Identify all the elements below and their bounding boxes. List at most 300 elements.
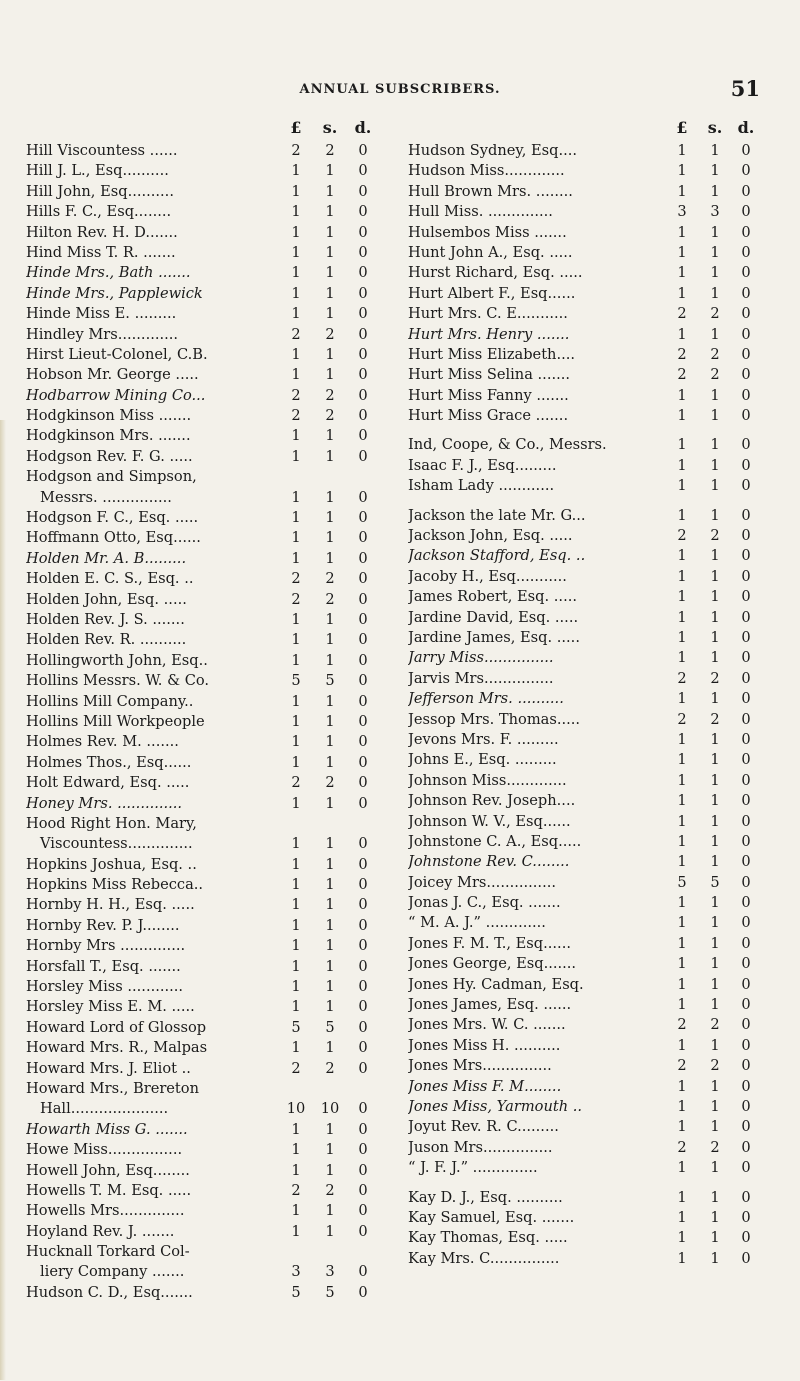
amount-pence: 0 [358,1100,368,1118]
subscriber-name: Hobson Mr. George ..... [26,366,199,384]
subscriber-entry [26,651,398,671]
amount-shillings: 1 [710,477,720,495]
subscriber-entry [408,913,780,933]
amount-pence: 0 [741,162,751,180]
amount-pounds: 2 [291,590,301,608]
amount-shillings: 1 [710,832,720,850]
amount-pence: 0 [741,477,751,495]
subscriber-entry [408,995,780,1015]
subscriber-entry [26,284,398,304]
amount-shillings: 1 [325,978,335,996]
subscriber-entry [408,284,780,304]
subscriber-entry [26,1262,398,1282]
subscriber-name: Holden Rev. J. S. ....... [26,610,185,628]
subscriber-entry [26,692,398,712]
pence-header: d. [354,118,372,137]
subscriber-entry [408,263,780,283]
amount-shillings: 2 [325,325,335,343]
subscriber-entry [408,1158,780,1178]
amount-shillings: 10 [320,1100,340,1118]
subscriber-entry [408,1117,780,1137]
subscriber-name: Hudson C. D., Esq....... [26,1283,193,1301]
amount-shillings: 1 [710,243,720,261]
amount-pence: 0 [741,1057,751,1075]
amount-pounds: 1 [677,386,687,404]
amount-shillings: 2 [710,305,720,323]
amount-shillings: 1 [710,1036,720,1054]
amount-pounds: 1 [677,975,687,993]
amount-shillings: 1 [710,264,720,282]
amount-pounds: 2 [291,142,301,159]
amount-shillings: 1 [325,692,335,710]
subscriber-name: Hinde Mrs., Papplewick [26,284,203,302]
amount-pence: 0 [741,1188,751,1206]
amount-shillings: 1 [710,456,720,474]
amount-shillings: 1 [710,975,720,993]
subscriber-entry [408,954,780,974]
subscriber-entry [408,386,780,406]
subscriber-name: Howard Mrs. R., Malpas [26,1039,208,1057]
amount-pounds: 1 [291,631,301,649]
subscriber-entry [26,1283,398,1303]
amount-pounds: 1 [291,509,301,527]
amount-shillings: 1 [710,162,720,180]
subscriber-name: Hurt Miss Selina ....... [408,366,571,384]
amount-pence: 0 [358,916,368,934]
amount-shillings: 1 [710,436,720,454]
amount-pounds: 1 [291,855,301,873]
amount-shillings: 2 [325,774,335,792]
amount-shillings: 1 [325,1222,335,1240]
amount-pounds: 1 [291,162,301,180]
subscriber-entry [408,587,780,607]
amount-pounds: 1 [677,436,687,454]
subscriber-entry [26,467,398,487]
subscriber-name: Horsfall T., Esq. ....... [26,957,181,975]
subscriber-name: Howell John, Esq........ [26,1161,190,1179]
amount-shillings: 1 [710,751,720,769]
amount-shillings: 1 [325,305,335,323]
amount-pounds: 2 [291,774,301,792]
amount-pounds: 1 [291,733,301,751]
amount-pounds: 1 [677,567,687,585]
amount-shillings: 1 [710,386,720,404]
amount-shillings: 1 [710,325,720,343]
subscriber-entry [408,345,780,365]
amount-pounds: 1 [677,1188,687,1206]
amount-shillings: 1 [710,955,720,973]
pounds-header: £ [290,118,302,137]
amount-pence: 0 [358,937,368,955]
amount-shillings: 1 [325,733,335,751]
subscriber-entry [26,386,398,406]
amount-pence: 0 [741,1229,751,1247]
amount-shillings: 1 [325,1161,335,1179]
amount-pence: 0 [741,771,751,789]
amount-pounds: 1 [677,407,687,425]
subscriber-entry [26,895,398,915]
subscriber-name: Johnson Rev. Joseph.... [408,792,576,810]
subscriber-name: Jones Miss H. .......... [408,1036,561,1054]
subscriber-name: Jardine David, Esq. ..... [408,608,579,626]
subscriber-name: Hornby Mrs .............. [26,937,186,955]
subscriber-name: Jackson Stafford, Esq. .. [408,547,586,565]
amount-shillings: 1 [325,753,335,771]
amount-pounds: 1 [291,1202,301,1220]
subscriber-name: Hopkins Miss Rebecca.. [26,876,204,894]
subscriber-entry [408,1249,780,1269]
subscriber-entry [408,161,780,181]
subscriber-entry [408,608,780,628]
subscriber-name: Johns E., Esq. ......... [408,751,557,769]
subscriber-name: Johnstone Rev. C........ [408,853,570,871]
subscriber-entry [408,567,780,587]
amount-pounds: 1 [677,142,687,159]
amount-pence: 0 [741,243,751,261]
amount-shillings: 1 [710,649,720,667]
amount-pounds: 1 [291,957,301,975]
subscriber-name: Kay D. J., Esq. .......... [408,1188,563,1206]
subscriber-name: Holmes Rev. M. ....... [26,733,179,751]
amount-pounds: 1 [677,608,687,626]
amount-pence: 0 [741,1077,751,1095]
amount-pence: 0 [741,608,751,626]
subscriber-entry [26,447,398,467]
amount-shillings: 1 [325,509,335,527]
subscriber-name: Jones Miss, Yarmouth .. [408,1097,583,1115]
amount-pounds: 2 [291,407,301,425]
amount-pounds: 1 [291,1141,301,1159]
amount-shillings: 5 [325,672,335,690]
subscriber-entry [26,345,398,365]
subscriber-name: Honey Mrs. .............. [26,794,183,812]
amount-pence: 0 [741,1036,751,1054]
subscriber-entry [408,628,780,648]
subscriber-name: Hirst Lieut-Colonel, C.B. [26,345,208,363]
amount-pence: 0 [741,527,751,545]
amount-pence: 0 [741,1249,751,1267]
amount-shillings: 1 [325,1039,335,1057]
subscriber-entry [26,732,398,752]
amount-pence: 0 [741,649,751,667]
subscriber-name: Juson Mrs............... [408,1138,553,1156]
subscriber-entry [26,1038,398,1058]
subscriber-name: Hopkins Joshua, Esq. .. [26,855,197,873]
amount-shillings: 1 [710,853,720,871]
amount-pence: 0 [358,1222,368,1240]
amount-shillings: 1 [710,142,720,159]
amount-pence: 0 [741,223,751,241]
subscriber-name: liery Company ....... [40,1263,185,1281]
amount-pence: 0 [741,669,751,687]
subscriber-name: Kay Thomas, Esq. ..... [408,1229,568,1247]
subscriber-name: Howarth Miss G. ....... [26,1120,188,1138]
subscriber-name: Hodgkinson Mrs. ....... [26,427,191,445]
subscriber-name: Holmes Thos., Esq...... [26,753,192,771]
amount-pence: 0 [741,832,751,850]
subscriber-entry [26,936,398,956]
amount-pounds: 1 [291,794,301,812]
amount-shillings: 1 [710,996,720,1014]
subscriber-name: Hindley Mrs............. [26,325,179,343]
amount-shillings: 1 [710,506,720,524]
amount-pence: 0 [358,407,368,425]
amount-pence: 0 [741,792,751,810]
subscriber-name: Joicey Mrs............... [408,873,556,891]
page-header [0,72,800,102]
amount-pounds: 1 [291,366,301,384]
amount-shillings: 2 [325,386,335,404]
amount-pence: 0 [741,142,751,159]
subscriber-entry [26,1099,398,1119]
subscriber-name: Jarry Miss............... [408,649,554,667]
subscriber-entry [26,161,398,181]
subscriber-entry [26,814,398,834]
amount-pounds: 2 [677,527,687,545]
amount-pence: 0 [741,1016,751,1034]
amount-shillings: 1 [325,651,335,669]
subscriber-entry [26,508,398,528]
amount-pounds: 1 [291,488,301,506]
amount-pence: 0 [358,264,368,282]
subscriber-entry [26,1079,398,1099]
subscriber-name: Jonas J. C., Esq. ....... [408,894,561,912]
amount-pence: 0 [741,730,751,748]
subscriber-entry [26,590,398,610]
amount-pounds: 1 [677,456,687,474]
amount-pence: 0 [358,896,368,914]
subscriber-entry [408,1188,780,1208]
subscriber-name: Hurst Richard, Esq. ..... [408,264,583,282]
amount-pence: 0 [741,1097,751,1115]
amount-pounds: 1 [291,264,301,282]
amount-pounds: 1 [677,1208,687,1226]
amount-pence: 0 [741,1118,751,1136]
amount-pence: 0 [358,1181,368,1199]
subscriber-entry [26,141,398,161]
subscriber-entry [26,488,398,508]
amount-pence: 0 [741,751,751,769]
amount-shillings: 2 [325,1181,335,1199]
amount-shillings: 2 [325,590,335,608]
shillings-header: s. [707,118,723,137]
amount-shillings: 1 [325,366,335,384]
amount-shillings: 1 [710,588,720,606]
subscriber-name: Jones George, Esq....... [408,955,577,973]
amount-pence: 0 [358,794,368,812]
amount-pounds: 1 [291,1120,301,1138]
amount-pence: 0 [741,955,751,973]
subscriber-name: Horsley Miss ............ [26,978,184,996]
subscriber-name: Jones Miss F. M........ [408,1077,562,1095]
amount-shillings: 1 [325,223,335,241]
amount-pence: 0 [358,590,368,608]
subscriber-name: Jackson John, Esq. ..... [408,527,573,545]
subscriber-name: Howells T. M. Esq. ..... [26,1181,192,1199]
amount-pounds: 1 [677,1249,687,1267]
subscriber-name: Jessop Mrs. Thomas..... [408,710,581,728]
amount-pounds: 1 [677,934,687,952]
subscriber-name: Hollins Mill Workpeople [26,712,205,730]
amount-pence: 0 [358,753,368,771]
amount-pence: 0 [358,223,368,241]
amount-pounds: 1 [291,243,301,261]
subscriber-entry [408,243,780,263]
amount-pounds: 2 [677,1138,687,1156]
subscriber-name: Hollingworth John, Esq.. [26,651,208,669]
amount-shillings: 1 [325,610,335,628]
subscriber-entry [26,1181,398,1201]
subscriber-name: Hollins Mill Company.. [26,692,194,710]
amount-shillings: 1 [325,162,335,180]
subscriber-entry [26,365,398,385]
subscriber-entry [408,435,780,455]
subscriber-name: Messrs. ............... [40,488,172,506]
amount-pence: 0 [741,506,751,524]
subscriber-name: Kay Mrs. C............... [408,1249,560,1267]
amount-shillings: 1 [710,812,720,830]
amount-pence: 0 [358,1120,368,1138]
amount-pounds: 1 [677,162,687,180]
subscriber-entry [408,1097,780,1117]
subscriber-name: Hills F. C., Esq........ [26,203,172,221]
amount-pence: 0 [741,203,751,221]
subscriber-entry [408,710,780,730]
amount-pounds: 1 [291,305,301,323]
amount-pence: 0 [741,628,751,646]
amount-pence: 0 [741,407,751,425]
subscriber-name: Johnstone C. A., Esq..... [408,832,582,850]
subscriber-name: Jacoby H., Esq........... [408,567,567,585]
amount-pence: 0 [741,386,751,404]
amount-pence: 0 [741,894,751,912]
subscriber-name: Howard Mrs. J. Eliot .. [26,1059,191,1077]
page-number: 51 [730,76,760,101]
amount-pounds: 1 [677,730,687,748]
amount-pounds: 1 [677,649,687,667]
amount-pence: 0 [358,1039,368,1057]
amount-shillings: 1 [325,529,335,547]
subscriber-entry [408,812,780,832]
subscriber-entry [408,1077,780,1097]
subscriber-entry [26,243,398,263]
subscriber-entry [26,1140,398,1160]
subscriber-entry [26,712,398,732]
subscriber-name: Hill Viscountess ...... [26,142,178,159]
subscriber-entry [26,304,398,324]
amount-pounds: 10 [286,1100,306,1118]
amount-pence: 0 [741,366,751,384]
subscriber-entry [26,855,398,875]
amount-pounds: 1 [291,896,301,914]
amount-pence: 0 [358,610,368,628]
amount-pounds: 1 [677,588,687,606]
subscriber-entry [408,791,780,811]
left-subscriber-column [26,118,398,1303]
subscriber-name: Holden John, Esq. ..... [26,590,187,608]
amount-pounds: 1 [677,1036,687,1054]
subscriber-entry [408,1228,780,1248]
amount-shillings: 2 [710,345,720,363]
amount-pounds: 1 [677,547,687,565]
subscriber-entry [26,794,398,814]
subscriber-entry [408,873,780,893]
subscriber-name: Hulsembos Miss ....... [408,223,567,241]
amount-pence: 0 [358,1141,368,1159]
amount-pounds: 1 [677,264,687,282]
amount-shillings: 1 [710,792,720,810]
amount-pounds: 1 [677,1159,687,1177]
subscriber-entry [408,141,780,161]
amount-shillings: 1 [710,914,720,932]
subscriber-name: Hinde Miss E. ......... [26,305,177,323]
subscriber-name: Ind, Coope, & Co., Messrs. [408,436,607,454]
amount-pence: 0 [741,325,751,343]
subscriber-name: Viscountess.............. [40,835,193,853]
amount-pence: 0 [741,690,751,708]
subscriber-entry [26,426,398,446]
subscriber-name: Jones Mrs............... [408,1057,552,1075]
amount-pence: 0 [741,1138,751,1156]
subscriber-name: Kay Samuel, Esq. ....... [408,1208,575,1226]
amount-pounds: 1 [677,853,687,871]
subscriber-entry [26,1222,398,1242]
subscriber-name: Hunt John A., Esq. ..... [408,243,573,261]
amount-pence: 0 [358,203,368,221]
amount-shillings: 2 [710,1138,720,1156]
subscriber-entry [26,957,398,977]
subscriber-entry [26,182,398,202]
subscriber-name: Hill J. L., Esq.......... [26,162,169,180]
amount-shillings: 2 [325,570,335,588]
right-subscriber-column [408,118,780,1269]
amount-pounds: 1 [677,914,687,932]
subscriber-entry [26,1120,398,1140]
subscriber-name: Hodgson F. C., Esq. ..... [26,509,199,527]
amount-pence: 0 [358,1283,368,1301]
amount-pounds: 1 [677,1229,687,1247]
subscriber-name: Horsley Miss E. M. ..... [26,998,195,1016]
amount-shillings: 1 [710,934,720,952]
amount-shillings: 1 [325,855,335,873]
amount-pounds: 2 [291,1059,301,1077]
amount-pence: 0 [358,978,368,996]
subscriber-name: Hodgson Rev. F. G. ..... [26,447,193,465]
amount-pence: 0 [741,456,751,474]
amount-pence: 0 [358,529,368,547]
subscriber-name: Hall..................... [40,1100,169,1118]
subscriber-name: Johnson Miss............. [408,771,567,789]
amount-shillings: 2 [325,407,335,425]
subscriber-name: Hudson Miss............. [408,162,565,180]
subscriber-entry [408,506,780,526]
amount-pounds: 1 [291,447,301,465]
amount-pounds: 2 [677,305,687,323]
subscriber-entry [26,223,398,243]
amount-pence: 0 [358,1202,368,1220]
amount-pounds: 1 [677,1097,687,1115]
subscriber-name: Johnson W. V., Esq...... [408,812,571,830]
subscriber-name: Jones Hy. Cadman, Esq. [408,975,584,993]
subscriber-name: Hurt Mrs. Henry ....... [408,325,570,343]
amount-pounds: 1 [291,978,301,996]
subscriber-entry [26,1242,398,1262]
amount-pence: 0 [741,710,751,728]
amount-pounds: 2 [677,345,687,363]
subscriber-entry [408,934,780,954]
amount-pounds: 1 [291,876,301,894]
subscriber-name: Holden Mr. A. B......... [26,549,187,567]
